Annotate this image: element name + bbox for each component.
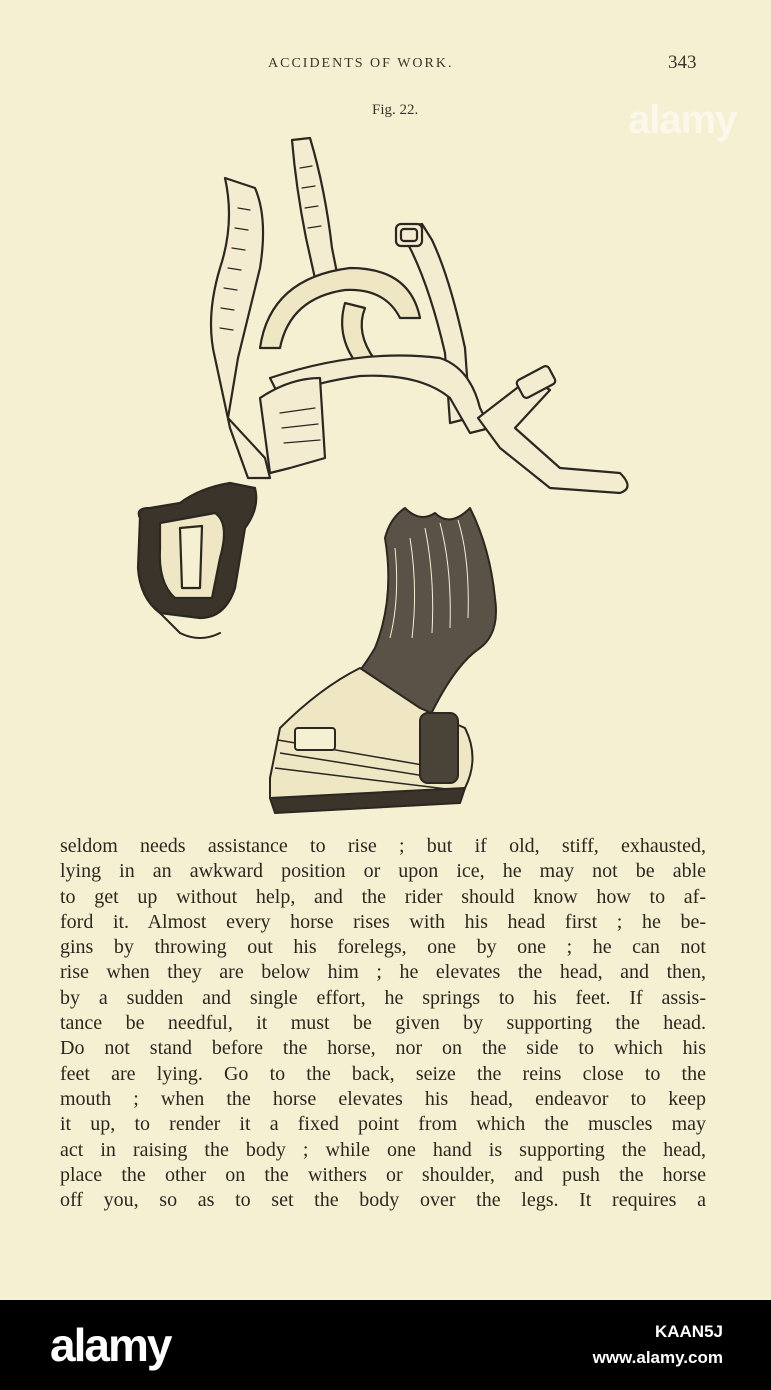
text-line: lying in an awkward position or upon ice, he may not be able: [60, 860, 706, 883]
harness-engraving: [120, 128, 660, 828]
text-line: by a sudden and single effort, he springs to his feet. If assis-: [60, 986, 706, 1009]
text-line: gins by throwing out his forelegs, one by one ; he can not: [60, 936, 706, 959]
text-line: Do not stand before the horse, nor on the side to which his: [60, 1037, 706, 1060]
text-line: act in raising the body ; while one hand is supporting the head,: [60, 1138, 706, 1161]
page-number: 343: [668, 52, 697, 73]
text-line: to get up without help, and the rider should know how to af-: [60, 885, 706, 908]
watermark-logo: alamy: [628, 98, 737, 142]
text-line: it up, to render it a fixed point from which the muscles may: [60, 1113, 706, 1136]
text-line: seldom needs assistance to rise ; but if old, stiff, exhausted,: [60, 835, 706, 857]
text-line: tance be needful, it must be given by supporting the head.: [60, 1012, 706, 1035]
hoof-boot: [270, 508, 496, 813]
watermark-banner: [0, 1300, 771, 1390]
text-line: ford it. Almost every horse rises with his head first ; he be-: [60, 910, 706, 933]
banner-url: www.alamy.com: [592, 1348, 723, 1367]
image-code: KAAN5J: [654, 1322, 723, 1341]
harness-straps: [138, 138, 628, 638]
body-text: [60, 834, 706, 1213]
running-head: ACCIDENTS OF WORK.: [268, 56, 454, 71]
banner-logo: alamy: [50, 1319, 171, 1371]
text-line: mouth ; when the horse elevates his head, endeavor to keep: [60, 1087, 706, 1110]
text-line: rise when they are below him ; he elevates the head, and then,: [60, 961, 706, 984]
text-line: place the other on the withers or shoulder, and push the horse: [60, 1163, 706, 1186]
text-line: off you, so as to set the body over the legs. It requires a: [60, 1189, 706, 1212]
text-line: feet are lying. Go to the back, seize the reins close to the: [60, 1062, 706, 1085]
figure-label: Fig. 22.: [372, 102, 419, 118]
